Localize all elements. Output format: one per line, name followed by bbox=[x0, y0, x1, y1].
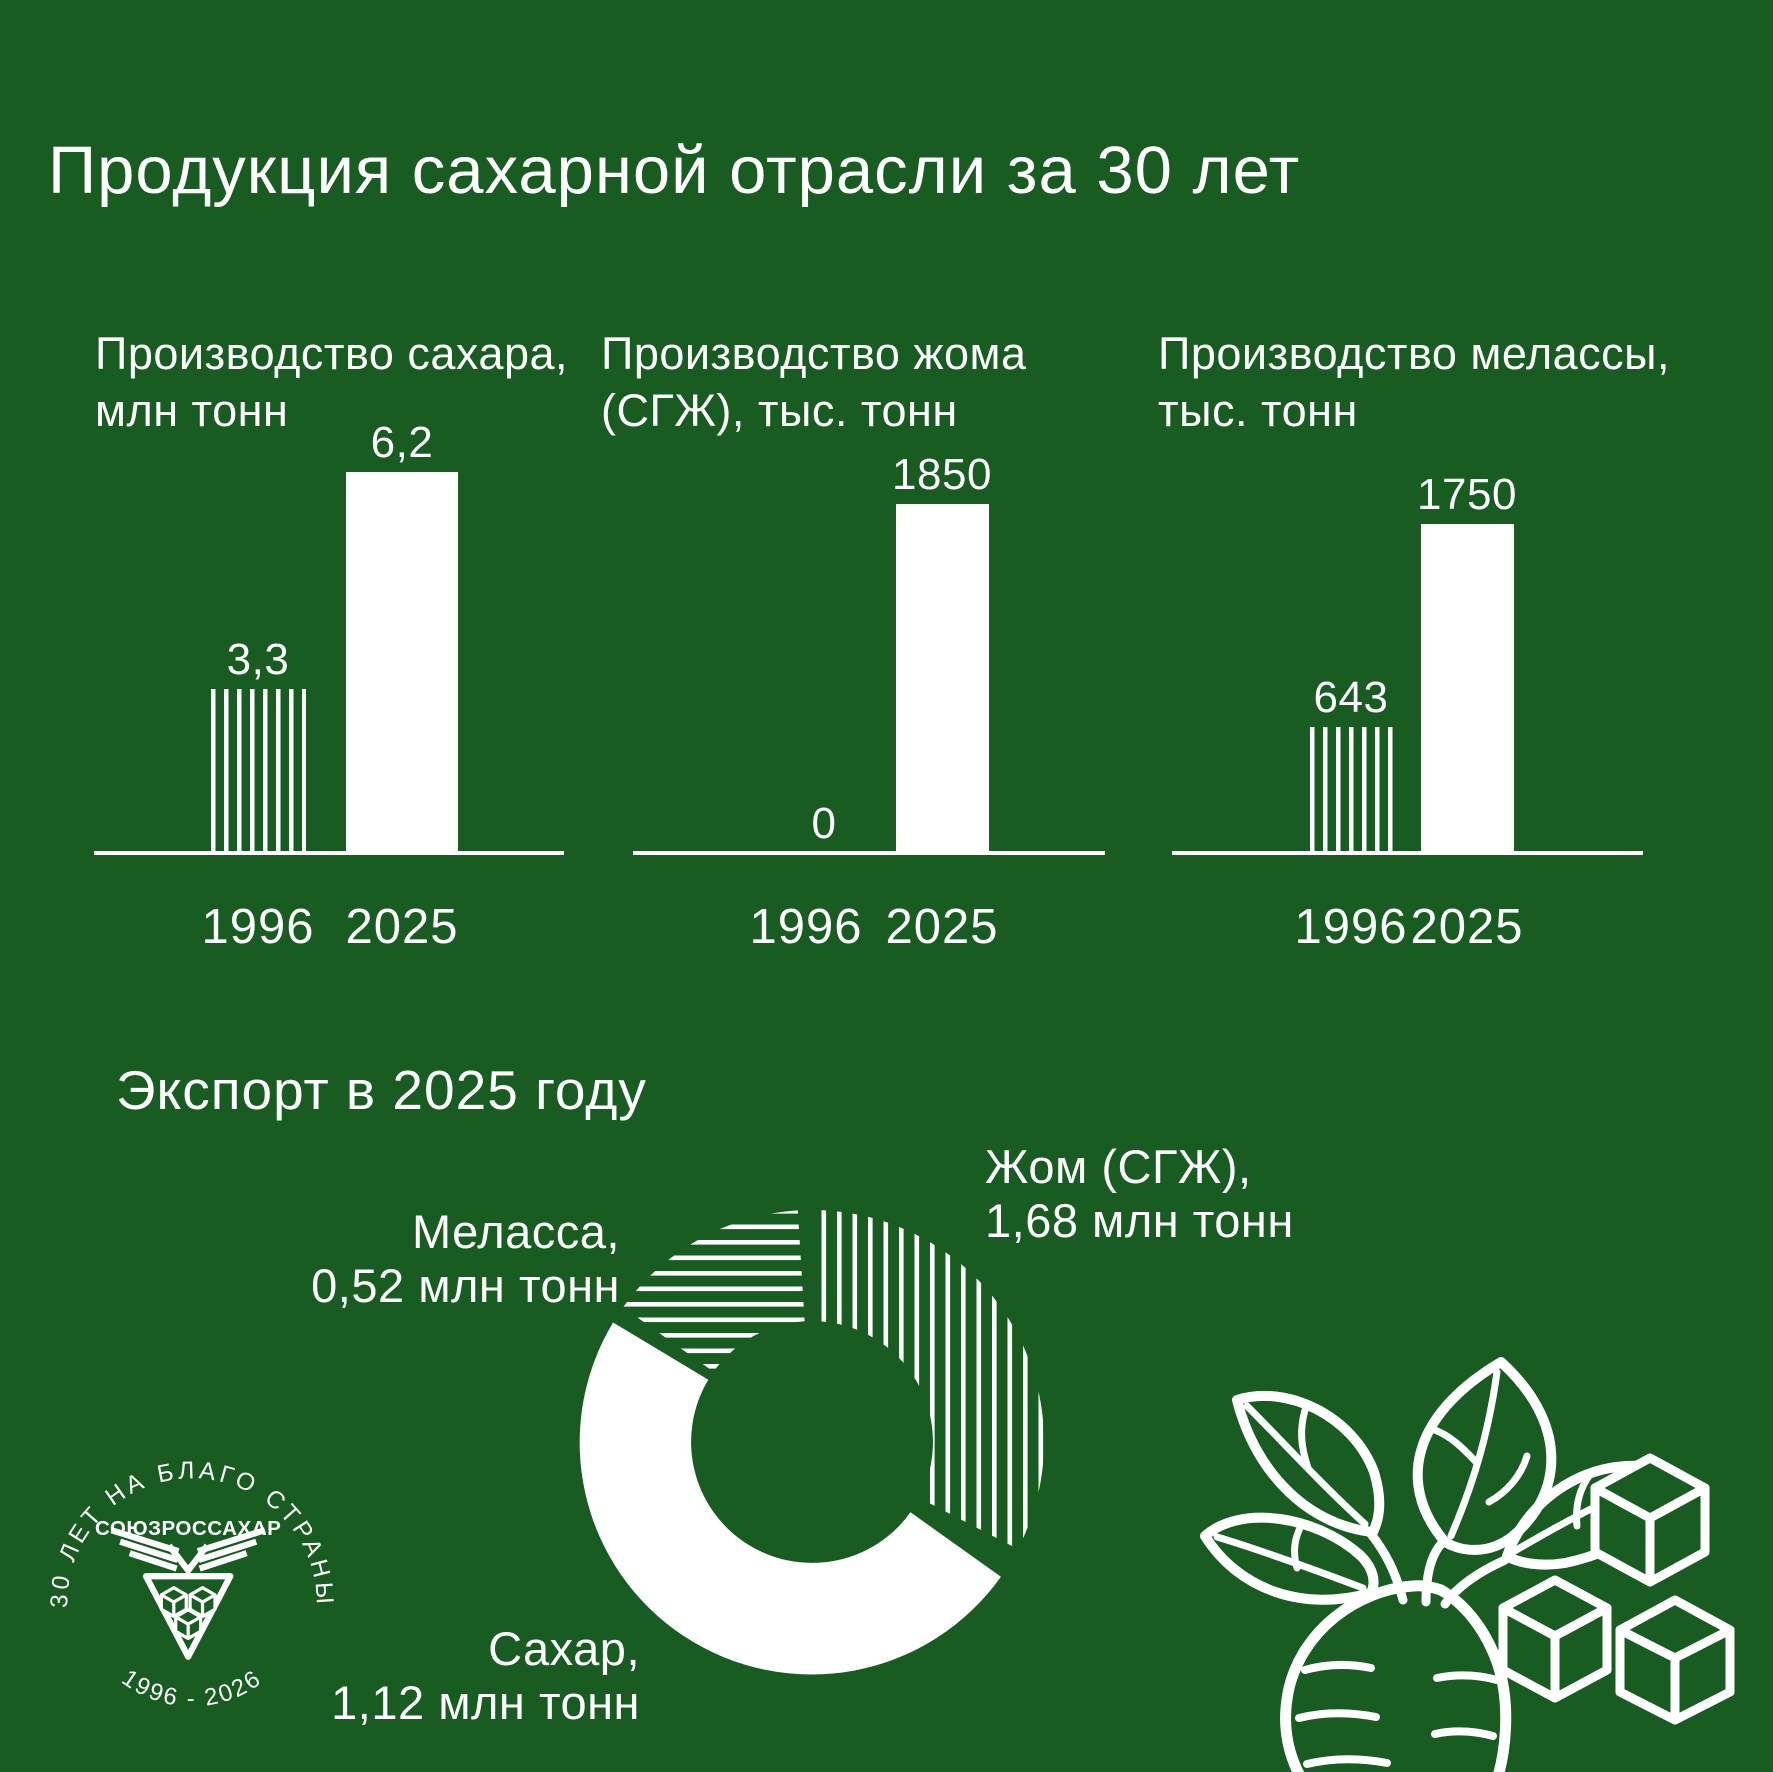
donut-label-sugar: Сахар, 1,12 млн тонн bbox=[331, 1622, 640, 1729]
chart-molasses-title-line2: тыс. тонн bbox=[1158, 385, 1358, 436]
chart-molasses-value-1996: 643 bbox=[1313, 673, 1389, 722]
chart-sugar-value-2025: 6,2 bbox=[370, 418, 434, 467]
chart-pulp-value-1996: 0 bbox=[811, 799, 837, 848]
winged-triangle-icon bbox=[111, 1530, 264, 1657]
chart-pulp-year-1996: 1996 bbox=[749, 900, 863, 954]
beet-leaves-icon bbox=[1205, 1362, 1667, 1600]
donut-segment-Жом (СГЖ) bbox=[816, 1210, 1044, 1549]
donut-label-pulp: Жом (СГЖ), 1,68 млн тонн bbox=[985, 1140, 1294, 1247]
logo-org-name: СОЮЗРОССАХАР bbox=[94, 1516, 282, 1540]
chart-molasses-value-2025: 1750 bbox=[1417, 470, 1517, 519]
soyuzrossahar-logo bbox=[46, 1442, 338, 1720]
sugar-beet-and-cubes-illustration bbox=[1145, 1340, 1773, 1772]
chart-sugar-title-line2: млн тонн bbox=[95, 385, 289, 436]
donut-label-molasses: Меласса, 0,52 млн тонн bbox=[311, 1205, 620, 1312]
chart-sugar-title-line1: Производство сахара, bbox=[95, 328, 569, 379]
beet-root-icon bbox=[1286, 1586, 1506, 1772]
logo-arc-bottom-text: 1996 - 2026 bbox=[116, 1664, 268, 1713]
logo-arc-top-text: 30 ЛЕТ НА БЛАГО СТРАНЫ bbox=[46, 1457, 338, 1609]
chart-molasses-year-1996: 1996 bbox=[1294, 900, 1408, 954]
chart-pulp-title-line1: Производство жома bbox=[601, 328, 1027, 379]
sugar-cubes-icon bbox=[1503, 1458, 1730, 1720]
chart-molasses-title-line1: Производство мелассы, bbox=[1158, 328, 1671, 379]
chart-sugar-year-1996: 1996 bbox=[201, 900, 315, 954]
export-heading: Экспорт в 2025 году bbox=[116, 1059, 647, 1121]
chart-pulp-year-2025: 2025 bbox=[885, 900, 999, 954]
chart-pulp-title-line2: (СГЖ), тыс. тонн bbox=[601, 385, 958, 436]
logo-sugar-cubes-icon bbox=[161, 1588, 215, 1639]
chart-sugar-value-1996: 3,3 bbox=[226, 635, 290, 684]
chart-sugar-year-2025: 2025 bbox=[345, 900, 459, 954]
chart-pulp-value-2025: 1850 bbox=[892, 450, 992, 499]
page-title: Продукция сахарной отрасли за 30 лет bbox=[48, 133, 1301, 208]
chart-molasses-year-2025: 2025 bbox=[1410, 900, 1524, 954]
